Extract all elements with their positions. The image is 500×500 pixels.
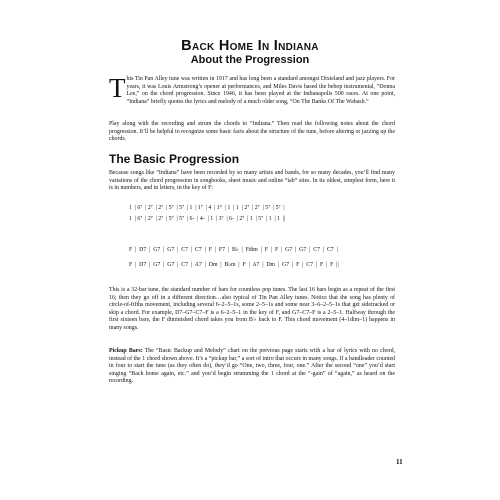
- drop-cap: T: [109, 73, 126, 103]
- instructions-text: Play along with the recording and strum the chords to “Indiana.” Then read the following notes about the chord progression. It’ll be helpful to recognize some basic facts about the structure of the tune, before altering or jazzing up the chords.: [109, 121, 395, 142]
- basic-progression-text: Because songs like “Indiana” have been recorded by so many artists and bands, for so many decades, you’ll find many variations of the chord progression in songbooks, sheet music and online “tab” sites. In its oldest, simplest form, here it is in numbers, and in letters, in the key of F:: [109, 170, 395, 191]
- analysis-text: This is a 32-bar tune, the standard number of bars for countless pop tunes. The last 16 bars begin as a repeat of the first 16; then they go off in a different direction…also typical of Tin Pan Alley tunes. Notice that the song has plenty of circle-of-fifths movement, including several 6–2–5–1s, some 2–5–1s and some near 3–6–2–5–1s that get sidetracked or skip a chord. For example, D7–G7–C7–F is a 6–2–5–1 in the key of F, and G7–C7–F is a 2–5–1. Halfway through the first sixteen bars, the F diminished chord takes you from B♭ back to F. This chord movement (4–1dim–1) happens in many songs.: [109, 287, 395, 331]
- progression-letters-line-2: F | D7 | G7 | G7 | C7 | A7 | Dm | B♭m | F | A7 | Dm | G7 | F | C7 | F | F ||: [129, 262, 339, 268]
- basic-progression-paragraph: [109, 170, 395, 193]
- progression-numbers-line-1: 1 | 6⁷ | 2⁷ | 2⁷ | 5⁷ | 5⁷ | 1 | 1⁷ | 4 | 1° | 1 | 1 | 2⁷ | 2⁷ | 5⁷ | 5⁷ |: [129, 205, 285, 211]
- page-number: 11: [396, 458, 403, 466]
- intro-paragraph: [109, 73, 395, 106]
- instructions-paragraph: [109, 121, 395, 144]
- intro-text: his Tin Pan Alley tune was written in 1917 and has long been a standard amongst Dixieland and jazz players. For years, it was Louis Armstrong’s opener at performances, and Miles Davis based the bebop instrumental, “Donna Lee,” on the chord progression. Since 1946, it has been played at the Indianapolis 500 races. At one point, “Indiana” briefly quotes the lyrics and melody of a much older song, “On The Banks Of The Wabash.”: [126, 76, 395, 105]
- pickup-bars-lead: Pickup Bars:: [109, 348, 143, 354]
- pickup-bars-paragraph: [109, 348, 395, 386]
- progression-numbers-line-2: 1 | 6⁷ | 2⁷ | 2⁷ | 5⁷ | 5⁷ | 6- | 4- | 1 | 3⁷ | 6- | 2⁷ | 1 | 5⁷ | 1 | 1 ||: [129, 216, 286, 222]
- progression-letters-line-1: F | D7 | G7 | G7 | C7 | C7 | F | F7 | B♭ | Fdim | F | F | G7 | G7 | C7 | C7 |: [129, 247, 338, 253]
- page-subtitle: About the Progression: [190, 54, 310, 66]
- pickup-bars-text: The “Basic Backup and Melody” chart on the previous page starts with a bar of lyrics with no chord, instead of the 1 chord shown above. It’s a “pickup bar,” a sort of intro that occurs in many songs. If a bandleader counted in four to start the tune (as they often do), they’d go “One, two, three, four, one.” After the second “one” you’d start singing “Back home again, etc.” and you’d begin strumming the 1 chord at the “-gain” of “again,” as heard on the recording.: [109, 348, 395, 384]
- analysis-paragraph: [109, 287, 395, 332]
- page-title: Back Home In Indiana: [181, 38, 319, 54]
- section-heading: The Basic Progression: [109, 152, 240, 166]
